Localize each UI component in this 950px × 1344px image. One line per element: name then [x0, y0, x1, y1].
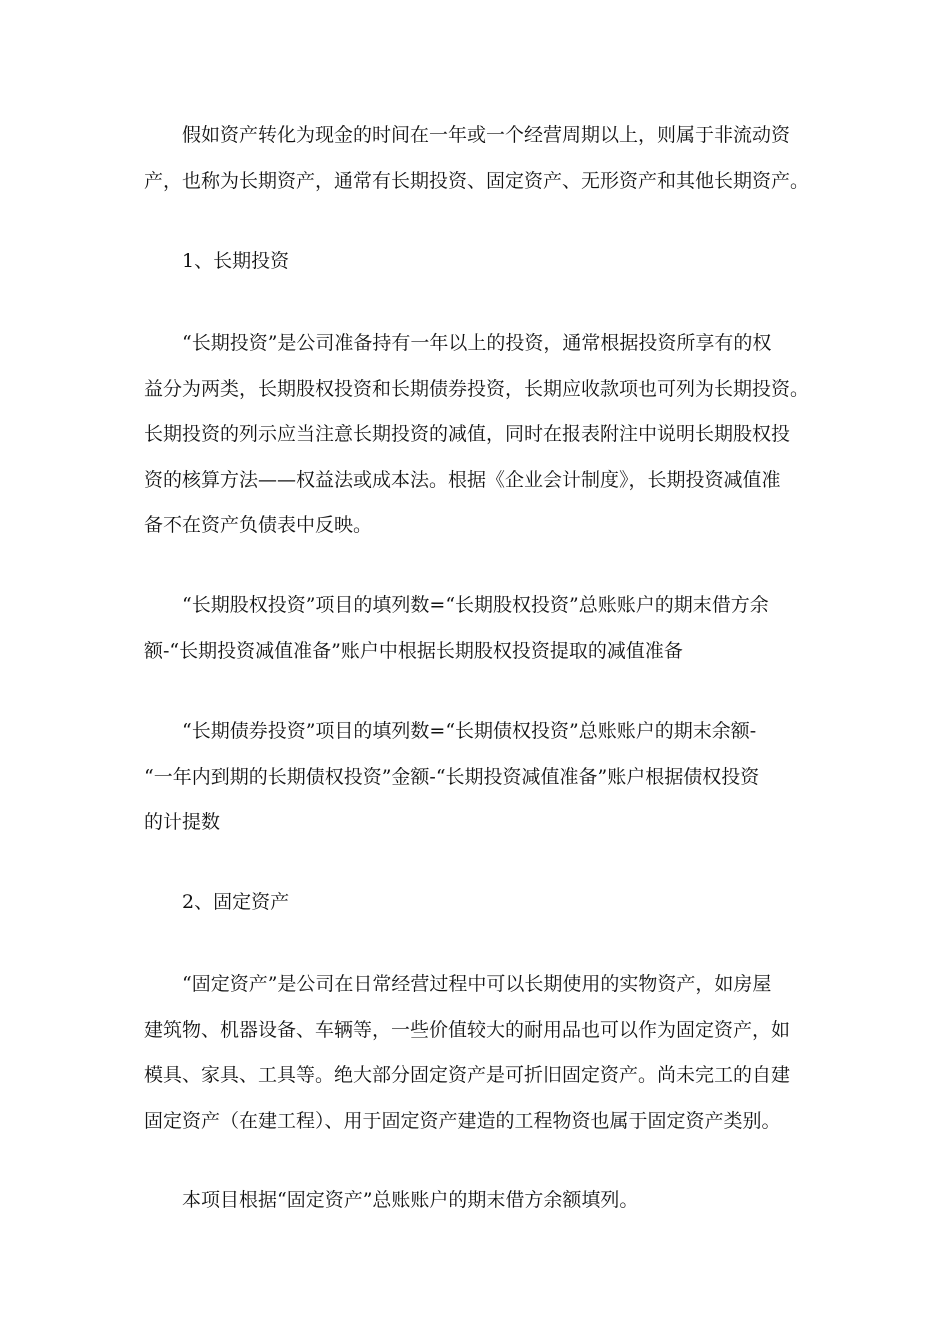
- text-line: 备不在资产负债表中反映。: [144, 514, 373, 536]
- section-heading: 1、长期投资: [182, 250, 290, 272]
- text-line: “长期投资”是公司准备持有一年以上的投资，通常根据投资所享有的权: [182, 332, 772, 354]
- text-line: 资的核算方法——权益法或成本法。根据《企业会计制度》，长期投资减值准: [144, 468, 781, 491]
- text-line: 产，也称为长期资产，通常有长期投资、固定资产、无形资产和其他长期资产。: [144, 169, 810, 192]
- text-line: “一年内到期的长期债权投资”金额-“长期投资减值准备”账户根据债权投资: [144, 765, 760, 788]
- text-line: 固定资产（在建工程）、用于固定资产建造的工程物资也属于固定资产类别。: [144, 1109, 781, 1132]
- paragraph-long-term-investment: [144, 321, 808, 549]
- paragraph-bond-investment-formula: [144, 709, 808, 846]
- paragraph-fixed-assets-fill-rule: [144, 1178, 808, 1224]
- heading-long-term-investment: [144, 239, 808, 285]
- text-line: 额-“长期投资减值准备”账户中根据长期股权投资提取的减值准备: [144, 639, 683, 662]
- text-line: 的计提数: [144, 811, 221, 833]
- paragraph-noncurrent-assets: [144, 113, 808, 204]
- text-line: 模具、家具、工具等。绝大部分固定资产是可折旧固定资产。尚未完工的自建: [144, 1064, 791, 1086]
- paragraph-equity-investment-formula: [144, 583, 808, 674]
- text-line: 长期投资的列示应当注意长期投资的减值，同时在报表附注中说明长期股权投: [144, 423, 791, 445]
- heading-fixed-assets: [144, 880, 808, 926]
- text-line: “长期债券投资”项目的填列数=“长期债权投资”总账账户的期末余额-: [182, 720, 757, 742]
- paragraph-fixed-assets: [144, 962, 808, 1144]
- text-line: “固定资产”是公司在日常经营过程中可以长期使用的实物资产，如房屋: [182, 973, 772, 995]
- text-line: 假如资产转化为现金的时间在一年或一个经营周期以上，则属于非流动资: [182, 124, 791, 146]
- text-line: 建筑物、机器设备、车辆等，一些价值较大的耐用品也可以作为固定资产，如: [144, 1018, 791, 1041]
- text-line: 本项目根据“固定资产”总账账户的期末借方余额填列。: [182, 1189, 639, 1211]
- text-line: 益分为两类，长期股权投资和长期债券投资，长期应收款项也可列为长期投资。: [144, 377, 810, 400]
- text-line: “长期股权投资”项目的填列数=“长期股权投资”总账账户的期末借方余: [182, 594, 769, 616]
- section-heading: 2、固定资产: [182, 891, 290, 913]
